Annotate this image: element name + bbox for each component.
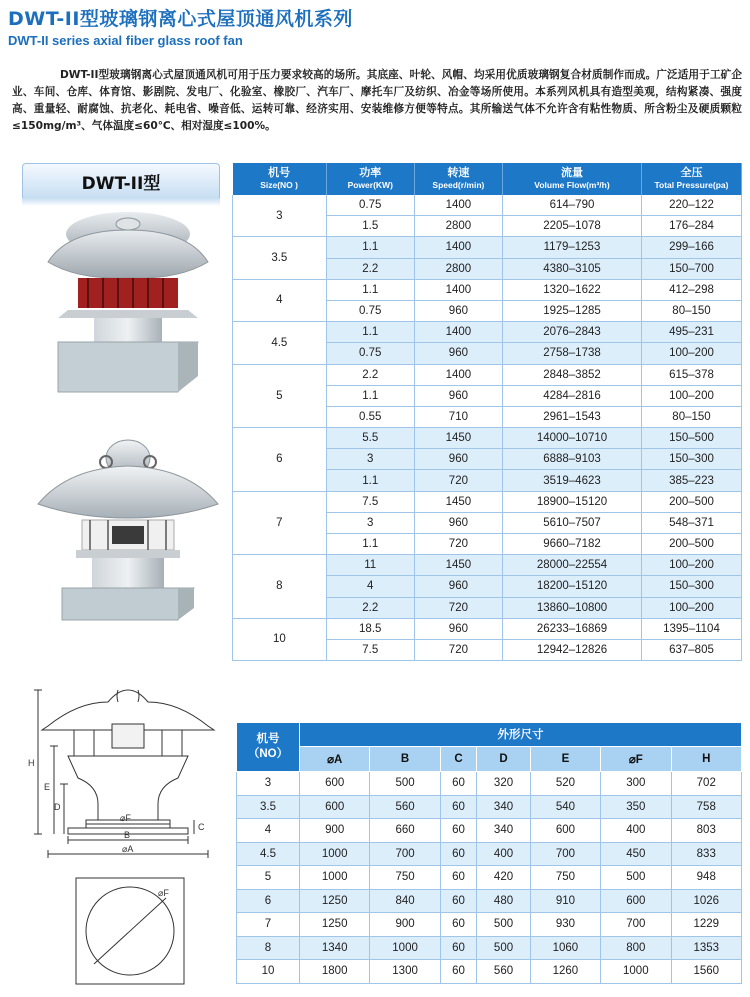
- dim-cell: 600: [601, 889, 671, 913]
- dim-cell: 758: [671, 795, 741, 819]
- dim-cell: 1060: [530, 936, 600, 960]
- perf-cell: 615–378: [641, 364, 741, 385]
- perf-row: [233, 237, 742, 258]
- perf-header-3: [503, 163, 642, 195]
- dim-cell: 702: [671, 772, 741, 796]
- perf-cell: 960: [414, 576, 502, 597]
- dim-cell: 560: [477, 960, 530, 984]
- dim-cell: 948: [671, 866, 741, 890]
- perf-cell: 100–200: [641, 385, 741, 406]
- perf-cell: 1450: [414, 555, 502, 576]
- dim-cell: 60: [440, 842, 477, 866]
- perf-size-cell: 4.5: [233, 322, 327, 364]
- perf-cell: 720: [414, 470, 502, 491]
- dim-cell: 6: [237, 889, 300, 913]
- dim-column-header: ⌀F: [601, 746, 671, 771]
- intro-paragraph: DWT-II型玻璃钢离心式屋顶通风机可用于压力要求较高的场所。其底座、叶轮、风帽、均采用优质玻璃钢复合材质制作而成。广泛适用于工矿企业、车间、仓库、体育馆、影剧院、发电厂、化验室、橡胶厂、汽车厂、摩托车厂及纺织、冶金等场所使用。本系列风机具有造型美观，结构紧凑、强度高、重量轻、耐腐蚀、抗老化、耗电省、噪音低、运转可靠、经济实用、安装维修方便等特点。其所输送气体不允许含有粘性物质、所含粉尘及硬质颗粒≤150mg/m³、气体温度≤60℃、相对湿度≤100%。: [12, 69, 742, 132]
- dim-cell: 1000: [370, 936, 440, 960]
- perf-header-en: Volume Flow(m³/h): [534, 180, 610, 190]
- dim-row: [237, 913, 742, 937]
- dim-column-header: C: [440, 746, 477, 771]
- perf-cell: 614–790: [503, 195, 642, 216]
- perf-cell: 1320–1622: [503, 279, 642, 300]
- perf-cell: 1.1: [326, 279, 414, 300]
- perf-size-cell: 8: [233, 555, 327, 619]
- perf-cell: 2800: [414, 258, 502, 279]
- dim-cell: 8: [237, 936, 300, 960]
- perf-row: [233, 618, 742, 639]
- perf-size-cell: 4: [233, 279, 327, 321]
- perf-cell: 0.55: [326, 406, 414, 427]
- dim-cell: 1353: [671, 936, 741, 960]
- dim-cell: 1300: [370, 960, 440, 984]
- dim-cell: 5: [237, 866, 300, 890]
- dim-cell: 350: [601, 795, 671, 819]
- perf-cell: 0.75: [326, 343, 414, 364]
- perf-cell: 2800: [414, 216, 502, 237]
- dim-cell: 700: [370, 842, 440, 866]
- dim-column-header: H: [671, 746, 741, 771]
- perf-row: [233, 491, 742, 512]
- perf-cell: 720: [414, 597, 502, 618]
- dim-cell: 900: [370, 913, 440, 937]
- dim-cell: 1000: [601, 960, 671, 984]
- perf-header-4: [641, 163, 741, 195]
- perf-header-cn: 转速: [447, 167, 470, 179]
- perf-cell: 1450: [414, 491, 502, 512]
- perf-row: [233, 322, 742, 343]
- dim-group-header: 外形尺寸: [300, 723, 742, 747]
- dim-cell: 1026: [671, 889, 741, 913]
- dim-cell: 450: [601, 842, 671, 866]
- dim-cell: 60: [440, 866, 477, 890]
- dim-cell: 900: [300, 819, 370, 843]
- dim-cell: 930: [530, 913, 600, 937]
- perf-cell: 4380–3105: [503, 258, 642, 279]
- perf-cell: 80–150: [641, 406, 741, 427]
- dim-cell: 1000: [300, 866, 370, 890]
- perf-header-2: [414, 163, 502, 195]
- dim-cell: 600: [300, 795, 370, 819]
- perf-cell: 4284–2816: [503, 385, 642, 406]
- perf-cell: 100–200: [641, 555, 741, 576]
- perf-cell: 100–200: [641, 597, 741, 618]
- label-f-top: ⌀F: [158, 888, 169, 898]
- perf-cell: 26233–16869: [503, 618, 642, 639]
- perf-cell: 220–122: [641, 195, 741, 216]
- perf-cell: 1.1: [326, 470, 414, 491]
- dim-cell: 4: [237, 819, 300, 843]
- perf-cell: 7.5: [326, 491, 414, 512]
- perf-cell: 9660–7182: [503, 534, 642, 555]
- perf-cell: 1.1: [326, 322, 414, 343]
- dim-cell: 3.5: [237, 795, 300, 819]
- dim-cell: 1000: [300, 842, 370, 866]
- perf-header-cn: 全压: [680, 167, 703, 179]
- perf-cell: 150–700: [641, 258, 741, 279]
- dim-cell: 540: [530, 795, 600, 819]
- perf-cell: 299–166: [641, 237, 741, 258]
- dim-cell: 400: [601, 819, 671, 843]
- dim-row: [237, 772, 742, 796]
- perf-cell: 548–371: [641, 512, 741, 533]
- dim-cell: 700: [601, 913, 671, 937]
- perf-size-cell: 3.5: [233, 237, 327, 279]
- perf-header-cn: 功率: [359, 167, 382, 179]
- perf-row: [233, 428, 742, 449]
- perf-row: [233, 279, 742, 300]
- dim-cell: 1560: [671, 960, 741, 984]
- perf-cell: 1400: [414, 364, 502, 385]
- performance-header-row: [233, 163, 742, 195]
- perf-cell: 5.5: [326, 428, 414, 449]
- perf-cell: 1.1: [326, 385, 414, 406]
- page-title: DWT-II型玻璃钢离心式屋顶通风机系列: [8, 8, 353, 30]
- perf-cell: 18.5: [326, 618, 414, 639]
- perf-size-cell: 6: [233, 428, 327, 492]
- dim-cell: 300: [601, 772, 671, 796]
- dim-column-header: ⌀A: [300, 746, 370, 771]
- perf-cell: 960: [414, 618, 502, 639]
- perf-cell: 720: [414, 534, 502, 555]
- perf-size-cell: 5: [233, 364, 327, 428]
- dim-cell: 480: [477, 889, 530, 913]
- performance-body: [233, 195, 742, 661]
- dim-cell: 600: [300, 772, 370, 796]
- perf-cell: 637–805: [641, 639, 741, 660]
- performance-table: [232, 163, 742, 661]
- perf-cell: 6888–9103: [503, 449, 642, 470]
- perf-header-cn: 流量: [560, 167, 583, 179]
- perf-cell: 13860–10800: [503, 597, 642, 618]
- label-b: B: [124, 830, 131, 840]
- perf-row: [233, 555, 742, 576]
- perf-cell: 960: [414, 343, 502, 364]
- dim-cell: 910: [530, 889, 600, 913]
- dim-row: [237, 842, 742, 866]
- label-d: D: [54, 802, 61, 812]
- perf-cell: 3: [326, 449, 414, 470]
- label-h: H: [28, 758, 35, 768]
- dim-cell: 400: [477, 842, 530, 866]
- dim-row: [237, 889, 742, 913]
- dim-cell: 840: [370, 889, 440, 913]
- dim-cell: 600: [530, 819, 600, 843]
- dim-cell: 60: [440, 960, 477, 984]
- perf-cell: 720: [414, 639, 502, 660]
- dim-cell: 500: [477, 936, 530, 960]
- dim-cell: 560: [370, 795, 440, 819]
- perf-cell: 100–200: [641, 343, 741, 364]
- dim-cell: 340: [477, 819, 530, 843]
- perf-cell: 4: [326, 576, 414, 597]
- perf-header-0: [233, 163, 327, 195]
- dim-cell: 7: [237, 913, 300, 937]
- dim-cell: 1229: [671, 913, 741, 937]
- perf-cell: 200–500: [641, 534, 741, 555]
- perf-row: [233, 364, 742, 385]
- perf-cell: 200–500: [641, 491, 741, 512]
- model-label: [22, 163, 220, 199]
- perf-cell: 1.5: [326, 216, 414, 237]
- dimension-drawing-side: [8, 686, 228, 866]
- perf-cell: 495–231: [641, 322, 741, 343]
- dim-cell: 700: [530, 842, 600, 866]
- dim-row: [237, 936, 742, 960]
- dim-column-header: B: [370, 746, 440, 771]
- dim-cell: 60: [440, 889, 477, 913]
- perf-cell: 1400: [414, 322, 502, 343]
- dim-cell: 420: [477, 866, 530, 890]
- dim-cell: 800: [601, 936, 671, 960]
- perf-cell: 28000–22554: [503, 555, 642, 576]
- dim-cell: 320: [477, 772, 530, 796]
- dim-row: [237, 795, 742, 819]
- dim-cell: 60: [440, 913, 477, 937]
- dimension-table: [236, 722, 742, 984]
- perf-header-cn: 机号: [268, 167, 291, 179]
- dim-cell: 60: [440, 819, 477, 843]
- perf-cell: 2076–2843: [503, 322, 642, 343]
- perf-header-en: Power(KW): [347, 180, 393, 190]
- dim-cell: 500: [370, 772, 440, 796]
- perf-cell: 3519–4623: [503, 470, 642, 491]
- label-f: ⌀F: [120, 813, 131, 823]
- perf-cell: 710: [414, 406, 502, 427]
- perf-header-1: [326, 163, 414, 195]
- perf-size-cell: 10: [233, 618, 327, 660]
- perf-cell: 1.1: [326, 237, 414, 258]
- dim-row: [237, 819, 742, 843]
- perf-cell: 960: [414, 385, 502, 406]
- perf-cell: 150–300: [641, 576, 741, 597]
- perf-cell: 385–223: [641, 470, 741, 491]
- perf-cell: 1179–1253: [503, 237, 642, 258]
- perf-cell: 7.5: [326, 639, 414, 660]
- label-e: E: [44, 782, 51, 792]
- dim-cell: 520: [530, 772, 600, 796]
- dimension-drawing-top: [70, 872, 190, 990]
- perf-cell: 11: [326, 555, 414, 576]
- perf-cell: 1395–1104: [641, 618, 741, 639]
- dim-column-header: D: [477, 746, 530, 771]
- dim-cell: 3: [237, 772, 300, 796]
- perf-cell: 14000–10710: [503, 428, 642, 449]
- dim-cell: 750: [370, 866, 440, 890]
- dim-cell: 60: [440, 772, 477, 796]
- perf-cell: 18900–15120: [503, 491, 642, 512]
- perf-cell: 1400: [414, 237, 502, 258]
- dim-cell: 660: [370, 819, 440, 843]
- dimension-header-row: [237, 723, 742, 747]
- perf-cell: 1400: [414, 195, 502, 216]
- perf-cell: 2961–1543: [503, 406, 642, 427]
- dim-cell: 750: [530, 866, 600, 890]
- dim-column-header: E: [530, 746, 600, 771]
- dim-cell: 4.5: [237, 842, 300, 866]
- dim-size-header: 机号 （NO）: [237, 723, 300, 772]
- perf-cell: 412–298: [641, 279, 741, 300]
- perf-cell: 150–300: [641, 449, 741, 470]
- fan-photo-2: [28, 432, 228, 622]
- perf-cell: 1450: [414, 428, 502, 449]
- perf-cell: 12942–12826: [503, 639, 642, 660]
- dim-cell: 1340: [300, 936, 370, 960]
- dim-cell: 1800: [300, 960, 370, 984]
- perf-cell: 0.75: [326, 300, 414, 321]
- perf-header-en: Total Pressure(pa): [654, 180, 729, 190]
- model-label-text: DWT-II型: [81, 173, 161, 194]
- dim-cell: 803: [671, 819, 741, 843]
- dim-row: [237, 866, 742, 890]
- dim-row: [237, 960, 742, 984]
- dim-cell: 1250: [300, 889, 370, 913]
- perf-cell: 1400: [414, 279, 502, 300]
- perf-cell: 3: [326, 512, 414, 533]
- perf-cell: 1925–1285: [503, 300, 642, 321]
- perf-cell: 2.2: [326, 258, 414, 279]
- perf-cell: 2205–1078: [503, 216, 642, 237]
- dim-cell: 500: [477, 913, 530, 937]
- label-a: ⌀A: [122, 844, 134, 854]
- perf-cell: 18200–15120: [503, 576, 642, 597]
- label-c: C: [198, 822, 205, 832]
- dimension-column-row: [237, 746, 742, 771]
- dim-cell: 60: [440, 795, 477, 819]
- perf-row: [233, 195, 742, 216]
- dim-cell: 833: [671, 842, 741, 866]
- fan-photo-1: [28, 200, 228, 400]
- perf-cell: 960: [414, 449, 502, 470]
- dim-cell: 500: [601, 866, 671, 890]
- dim-cell: 340: [477, 795, 530, 819]
- perf-cell: 960: [414, 512, 502, 533]
- perf-cell: 5610–7507: [503, 512, 642, 533]
- perf-cell: 80–150: [641, 300, 741, 321]
- perf-cell: 2.2: [326, 597, 414, 618]
- page-subtitle: DWT-II series axial fiber glass roof fan: [8, 33, 243, 48]
- perf-size-cell: 3: [233, 195, 327, 237]
- perf-cell: 2.2: [326, 364, 414, 385]
- dim-cell: 1250: [300, 913, 370, 937]
- perf-cell: 1.1: [326, 534, 414, 555]
- dim-cell: 10: [237, 960, 300, 984]
- perf-size-cell: 7: [233, 491, 327, 555]
- dim-cell: 60: [440, 936, 477, 960]
- perf-cell: 2848–3852: [503, 364, 642, 385]
- perf-header-en: Size(NO ): [260, 180, 298, 190]
- perf-cell: 176–284: [641, 216, 741, 237]
- perf-cell: 960: [414, 300, 502, 321]
- perf-cell: 2758–1738: [503, 343, 642, 364]
- dim-cell: 1260: [530, 960, 600, 984]
- perf-cell: 0.75: [326, 195, 414, 216]
- perf-header-en: Speed(r/min): [432, 180, 485, 190]
- perf-cell: 150–500: [641, 428, 741, 449]
